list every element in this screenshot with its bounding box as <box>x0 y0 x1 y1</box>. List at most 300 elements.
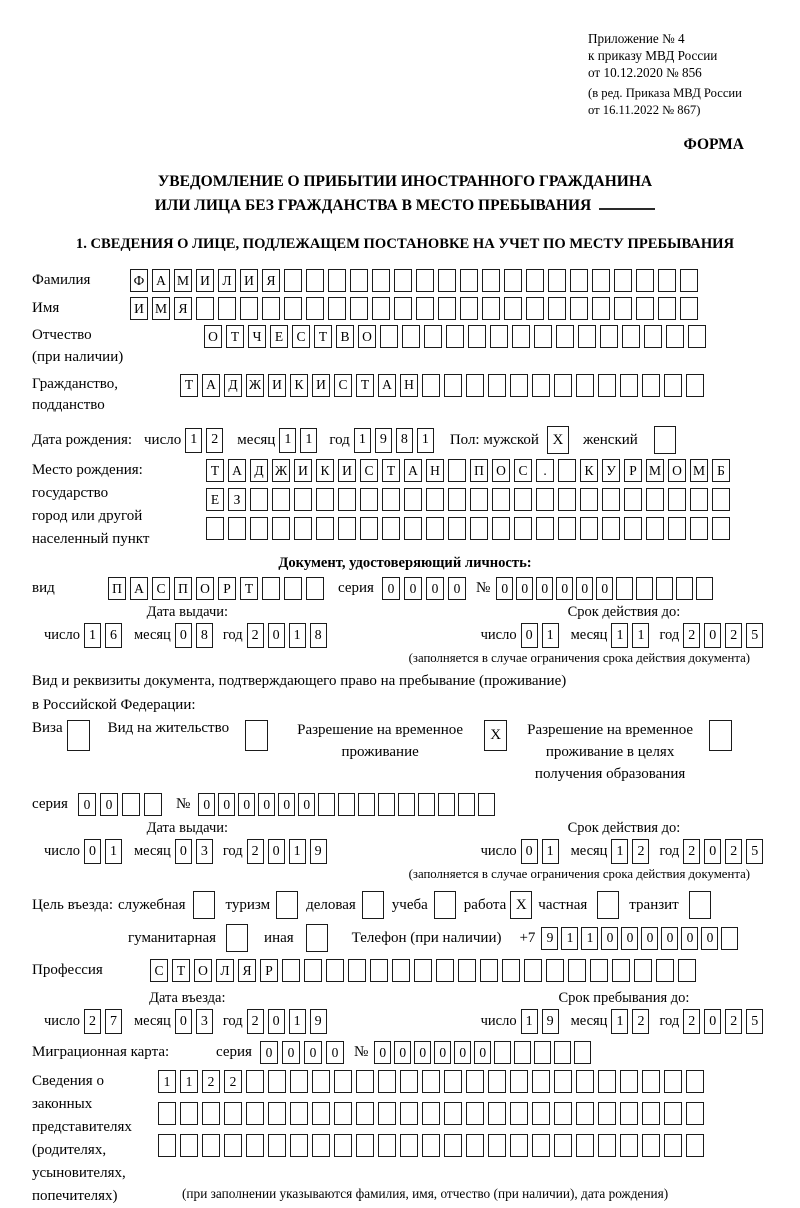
char-box[interactable]: 9 <box>310 1009 327 1034</box>
char-box[interactable]: 8 <box>310 623 327 648</box>
char-box[interactable] <box>378 1134 396 1157</box>
char-box[interactable]: М <box>174 269 192 292</box>
char-box[interactable] <box>646 517 664 540</box>
char-box[interactable]: 0 <box>218 793 235 816</box>
char-box[interactable] <box>556 325 574 348</box>
char-box[interactable]: 2 <box>683 1009 700 1034</box>
char-box[interactable]: 2 <box>206 428 223 453</box>
char-box[interactable]: 0 <box>268 839 285 864</box>
char-box[interactable] <box>334 1134 352 1157</box>
char-box[interactable] <box>290 1070 308 1093</box>
char-box[interactable]: 1 <box>185 428 202 453</box>
char-box[interactable] <box>668 488 686 511</box>
char-box[interactable] <box>514 1041 531 1064</box>
char-box[interactable]: 0 <box>426 577 444 600</box>
char-box[interactable]: 2 <box>683 623 700 648</box>
char-box[interactable]: К <box>290 374 308 397</box>
char-box[interactable] <box>444 1070 462 1093</box>
char-box[interactable] <box>284 577 302 600</box>
char-box[interactable]: 0 <box>374 1041 391 1064</box>
char-box[interactable] <box>598 1070 616 1093</box>
char-box[interactable]: 0 <box>704 623 721 648</box>
char-box[interactable] <box>316 488 334 511</box>
char-box[interactable] <box>680 297 698 320</box>
char-box[interactable] <box>490 325 508 348</box>
char-box[interactable] <box>224 1134 242 1157</box>
char-box[interactable]: 0 <box>556 577 573 600</box>
char-box[interactable]: И <box>294 459 312 482</box>
char-box[interactable] <box>554 1041 571 1064</box>
char-box[interactable]: 0 <box>100 793 118 816</box>
char-box[interactable] <box>372 297 390 320</box>
char-box[interactable] <box>262 577 280 600</box>
char-box[interactable] <box>404 517 422 540</box>
char-box[interactable]: А <box>378 374 396 397</box>
char-box[interactable] <box>656 959 674 982</box>
char-box[interactable] <box>468 325 486 348</box>
char-box[interactable]: 2 <box>632 1009 649 1034</box>
char-box[interactable] <box>240 297 258 320</box>
char-box[interactable] <box>686 374 704 397</box>
char-box[interactable] <box>536 488 554 511</box>
char-box[interactable] <box>642 1070 660 1093</box>
char-box[interactable]: О <box>194 959 212 982</box>
char-box[interactable] <box>534 1041 551 1064</box>
char-box[interactable]: 0 <box>78 793 96 816</box>
char-box[interactable] <box>312 1102 330 1125</box>
char-box[interactable] <box>294 488 312 511</box>
char-box[interactable] <box>424 325 442 348</box>
char-box[interactable]: Л <box>216 959 234 982</box>
char-box[interactable]: 1 <box>611 1009 628 1034</box>
char-box[interactable] <box>526 269 544 292</box>
char-box[interactable] <box>380 325 398 348</box>
other-checkbox[interactable] <box>306 924 328 952</box>
char-box[interactable]: 0 <box>298 793 315 816</box>
char-box[interactable] <box>686 1102 704 1125</box>
char-box[interactable]: П <box>108 577 126 600</box>
char-box[interactable] <box>686 1134 704 1157</box>
char-box[interactable] <box>666 325 684 348</box>
tourism-checkbox[interactable] <box>276 891 298 919</box>
char-box[interactable] <box>532 1134 550 1157</box>
char-box[interactable] <box>282 959 300 982</box>
char-box[interactable]: Т <box>314 325 332 348</box>
char-box[interactable] <box>372 269 390 292</box>
char-box[interactable] <box>448 488 466 511</box>
char-box[interactable] <box>620 1102 638 1125</box>
char-box[interactable]: Л <box>218 269 236 292</box>
char-box[interactable]: З <box>228 488 246 511</box>
char-box[interactable]: Р <box>624 459 642 482</box>
char-box[interactable] <box>642 374 660 397</box>
char-box[interactable] <box>202 1134 220 1157</box>
char-box[interactable] <box>570 269 588 292</box>
char-box[interactable] <box>460 269 478 292</box>
char-box[interactable]: 0 <box>304 1041 322 1064</box>
char-box[interactable] <box>228 517 246 540</box>
char-box[interactable] <box>558 517 576 540</box>
char-box[interactable] <box>580 517 598 540</box>
char-box[interactable] <box>284 269 302 292</box>
char-box[interactable] <box>448 517 466 540</box>
char-box[interactable]: Д <box>250 459 268 482</box>
char-box[interactable] <box>416 269 434 292</box>
char-box[interactable] <box>510 1134 528 1157</box>
char-box[interactable] <box>548 297 566 320</box>
char-box[interactable] <box>360 517 378 540</box>
char-box[interactable] <box>678 959 696 982</box>
char-box[interactable]: Н <box>426 459 444 482</box>
char-box[interactable]: Т <box>382 459 400 482</box>
male-checkbox[interactable]: X <box>547 426 569 454</box>
char-box[interactable] <box>312 1070 330 1093</box>
char-box[interactable]: 1 <box>84 623 101 648</box>
char-box[interactable] <box>400 1070 418 1093</box>
char-box[interactable]: С <box>152 577 170 600</box>
char-box[interactable]: 2 <box>247 839 264 864</box>
char-box[interactable]: И <box>240 269 258 292</box>
char-box[interactable]: 1 <box>611 839 628 864</box>
char-box[interactable] <box>600 325 618 348</box>
char-box[interactable] <box>558 459 576 482</box>
char-box[interactable] <box>576 1102 594 1125</box>
char-box[interactable]: . <box>536 459 554 482</box>
transit-checkbox[interactable] <box>689 891 711 919</box>
char-box[interactable] <box>334 1070 352 1093</box>
char-box[interactable]: 2 <box>683 839 700 864</box>
char-box[interactable] <box>426 488 444 511</box>
char-box[interactable] <box>350 297 368 320</box>
char-box[interactable] <box>524 959 542 982</box>
char-box[interactable] <box>656 577 673 600</box>
female-checkbox[interactable] <box>654 426 676 454</box>
char-box[interactable]: 0 <box>268 1009 285 1034</box>
char-box[interactable] <box>378 793 395 816</box>
char-box[interactable]: 8 <box>196 623 213 648</box>
char-box[interactable] <box>416 297 434 320</box>
char-box[interactable] <box>592 297 610 320</box>
char-box[interactable] <box>438 793 455 816</box>
char-box[interactable] <box>290 1134 308 1157</box>
char-box[interactable] <box>614 269 632 292</box>
char-box[interactable] <box>664 1134 682 1157</box>
char-box[interactable] <box>634 959 652 982</box>
char-box[interactable] <box>536 517 554 540</box>
char-box[interactable] <box>614 297 632 320</box>
char-box[interactable] <box>378 1102 396 1125</box>
char-box[interactable]: И <box>268 374 286 397</box>
char-box[interactable] <box>404 488 422 511</box>
char-box[interactable]: 1 <box>354 428 371 453</box>
char-box[interactable]: 0 <box>404 577 422 600</box>
char-box[interactable] <box>590 959 608 982</box>
char-box[interactable] <box>602 488 620 511</box>
char-box[interactable] <box>510 1102 528 1125</box>
char-box[interactable] <box>392 959 410 982</box>
blank-line[interactable] <box>599 196 655 210</box>
char-box[interactable] <box>426 517 444 540</box>
char-box[interactable] <box>478 793 495 816</box>
char-box[interactable] <box>306 577 324 600</box>
char-box[interactable] <box>436 959 454 982</box>
char-box[interactable] <box>444 1102 462 1125</box>
char-box[interactable]: 1 <box>158 1070 176 1093</box>
char-box[interactable] <box>466 1070 484 1093</box>
char-box[interactable]: 2 <box>224 1070 242 1093</box>
char-box[interactable] <box>580 488 598 511</box>
char-box[interactable] <box>196 297 214 320</box>
char-box[interactable]: 0 <box>521 623 538 648</box>
char-box[interactable]: С <box>334 374 352 397</box>
char-box[interactable] <box>574 1041 591 1064</box>
char-box[interactable]: 9 <box>542 1009 559 1034</box>
char-box[interactable] <box>398 793 415 816</box>
char-box[interactable]: Ч <box>248 325 266 348</box>
char-box[interactable]: И <box>130 297 148 320</box>
char-box[interactable]: 0 <box>601 927 618 950</box>
char-box[interactable] <box>444 1134 462 1157</box>
char-box[interactable]: 2 <box>725 1009 742 1034</box>
char-box[interactable]: 0 <box>268 623 285 648</box>
char-box[interactable] <box>470 517 488 540</box>
char-box[interactable] <box>294 517 312 540</box>
char-box[interactable] <box>512 325 530 348</box>
char-box[interactable]: О <box>358 325 376 348</box>
work-checkbox[interactable]: X <box>510 891 532 919</box>
char-box[interactable]: Ж <box>272 459 290 482</box>
char-box[interactable] <box>326 959 344 982</box>
char-box[interactable]: О <box>492 459 510 482</box>
char-box[interactable]: Е <box>206 488 224 511</box>
char-box[interactable] <box>268 1070 286 1093</box>
char-box[interactable]: 8 <box>396 428 413 453</box>
char-box[interactable]: Ф <box>130 269 148 292</box>
char-box[interactable]: Т <box>356 374 374 397</box>
char-box[interactable] <box>532 1102 550 1125</box>
official-checkbox[interactable] <box>193 891 215 919</box>
char-box[interactable] <box>636 297 654 320</box>
char-box[interactable] <box>284 297 302 320</box>
char-box[interactable] <box>668 517 686 540</box>
char-box[interactable] <box>356 1070 374 1093</box>
char-box[interactable]: 0 <box>454 1041 471 1064</box>
char-box[interactable]: 1 <box>561 927 578 950</box>
char-box[interactable]: М <box>646 459 664 482</box>
char-box[interactable]: П <box>174 577 192 600</box>
char-box[interactable] <box>418 793 435 816</box>
char-box[interactable]: О <box>204 325 222 348</box>
char-box[interactable] <box>664 374 682 397</box>
char-box[interactable] <box>180 1134 198 1157</box>
char-box[interactable] <box>488 1102 506 1125</box>
char-box[interactable]: 1 <box>289 623 306 648</box>
char-box[interactable] <box>514 517 532 540</box>
char-box[interactable] <box>422 1134 440 1157</box>
char-box[interactable] <box>548 269 566 292</box>
char-box[interactable]: 0 <box>621 927 638 950</box>
char-box[interactable] <box>268 1134 286 1157</box>
char-box[interactable] <box>624 488 642 511</box>
char-box[interactable] <box>676 577 693 600</box>
char-box[interactable]: 3 <box>196 1009 213 1034</box>
private-checkbox[interactable] <box>597 891 619 919</box>
char-box[interactable]: 0 <box>434 1041 451 1064</box>
char-box[interactable] <box>646 488 664 511</box>
char-box[interactable] <box>246 1102 264 1125</box>
char-box[interactable]: 0 <box>661 927 678 950</box>
char-box[interactable] <box>338 488 356 511</box>
char-box[interactable]: Р <box>260 959 278 982</box>
char-box[interactable]: 0 <box>681 927 698 950</box>
char-box[interactable]: И <box>338 459 356 482</box>
char-box[interactable]: 1 <box>542 839 559 864</box>
char-box[interactable]: 5 <box>746 839 763 864</box>
char-box[interactable] <box>272 517 290 540</box>
char-box[interactable]: Я <box>174 297 192 320</box>
char-box[interactable] <box>494 1041 511 1064</box>
char-box[interactable]: 9 <box>310 839 327 864</box>
char-box[interactable] <box>444 374 462 397</box>
char-box[interactable]: 1 <box>611 623 628 648</box>
char-box[interactable] <box>636 269 654 292</box>
char-box[interactable] <box>338 793 355 816</box>
char-box[interactable]: 0 <box>596 577 613 600</box>
char-box[interactable] <box>350 269 368 292</box>
char-box[interactable] <box>534 325 552 348</box>
char-box[interactable] <box>492 488 510 511</box>
char-box[interactable]: 0 <box>448 577 466 600</box>
char-box[interactable] <box>532 1070 550 1093</box>
char-box[interactable] <box>304 959 322 982</box>
char-box[interactable] <box>576 1134 594 1157</box>
char-box[interactable]: 0 <box>382 577 400 600</box>
char-box[interactable] <box>558 488 576 511</box>
char-box[interactable] <box>598 374 616 397</box>
char-box[interactable]: 1 <box>417 428 434 453</box>
char-box[interactable] <box>378 1070 396 1093</box>
char-box[interactable] <box>334 1102 352 1125</box>
char-box[interactable] <box>414 959 432 982</box>
char-box[interactable]: Б <box>712 459 730 482</box>
char-box[interactable] <box>268 1102 286 1125</box>
char-box[interactable] <box>318 793 335 816</box>
char-box[interactable] <box>696 577 713 600</box>
char-box[interactable]: 0 <box>198 793 215 816</box>
char-box[interactable]: К <box>316 459 334 482</box>
char-box[interactable] <box>338 517 356 540</box>
char-box[interactable] <box>400 1102 418 1125</box>
business-checkbox[interactable] <box>362 891 384 919</box>
char-box[interactable] <box>576 374 594 397</box>
char-box[interactable] <box>358 793 375 816</box>
char-box[interactable] <box>400 1134 418 1157</box>
char-box[interactable]: Т <box>180 374 198 397</box>
char-box[interactable]: 0 <box>704 1009 721 1034</box>
char-box[interactable]: 0 <box>536 577 553 600</box>
char-box[interactable] <box>328 269 346 292</box>
char-box[interactable]: С <box>360 459 378 482</box>
edu-permit-checkbox[interactable] <box>709 720 732 751</box>
char-box[interactable]: 0 <box>260 1041 278 1064</box>
char-box[interactable]: С <box>514 459 532 482</box>
char-box[interactable] <box>422 374 440 397</box>
char-box[interactable]: 0 <box>238 793 255 816</box>
char-box[interactable]: О <box>196 577 214 600</box>
char-box[interactable]: Т <box>226 325 244 348</box>
char-box[interactable] <box>642 1134 660 1157</box>
char-box[interactable] <box>712 517 730 540</box>
char-box[interactable]: 0 <box>175 839 192 864</box>
char-box[interactable]: 2 <box>247 623 264 648</box>
char-box[interactable] <box>620 1070 638 1093</box>
study-checkbox[interactable] <box>434 891 456 919</box>
char-box[interactable]: О <box>668 459 686 482</box>
char-box[interactable]: М <box>152 297 170 320</box>
char-box[interactable] <box>664 1070 682 1093</box>
char-box[interactable] <box>328 297 346 320</box>
char-box[interactable] <box>272 488 290 511</box>
char-box[interactable] <box>250 488 268 511</box>
char-box[interactable] <box>180 1102 198 1125</box>
char-box[interactable]: 0 <box>84 839 101 864</box>
char-box[interactable] <box>466 1134 484 1157</box>
char-box[interactable]: 1 <box>581 927 598 950</box>
char-box[interactable] <box>570 297 588 320</box>
visa-checkbox[interactable] <box>67 720 90 751</box>
char-box[interactable] <box>122 793 140 816</box>
char-box[interactable] <box>246 1134 264 1157</box>
char-box[interactable] <box>382 517 400 540</box>
char-box[interactable]: П <box>470 459 488 482</box>
char-box[interactable] <box>356 1134 374 1157</box>
char-box[interactable]: 1 <box>632 623 649 648</box>
char-box[interactable] <box>488 1070 506 1093</box>
char-box[interactable]: М <box>690 459 708 482</box>
char-box[interactable] <box>664 1102 682 1125</box>
char-box[interactable]: 5 <box>746 623 763 648</box>
char-box[interactable] <box>620 374 638 397</box>
char-box[interactable] <box>482 297 500 320</box>
char-box[interactable]: 5 <box>746 1009 763 1034</box>
humanitarian-checkbox[interactable] <box>226 924 248 952</box>
char-box[interactable] <box>482 269 500 292</box>
char-box[interactable]: 0 <box>704 839 721 864</box>
char-box[interactable] <box>598 1134 616 1157</box>
char-box[interactable] <box>438 297 456 320</box>
char-box[interactable] <box>592 269 610 292</box>
char-box[interactable] <box>554 1070 572 1093</box>
char-box[interactable]: 3 <box>196 839 213 864</box>
char-box[interactable] <box>488 374 506 397</box>
char-box[interactable]: 0 <box>278 793 295 816</box>
char-box[interactable] <box>514 488 532 511</box>
char-box[interactable] <box>578 325 596 348</box>
char-box[interactable] <box>554 1102 572 1125</box>
char-box[interactable] <box>546 959 564 982</box>
char-box[interactable] <box>504 297 522 320</box>
char-box[interactable]: Н <box>400 374 418 397</box>
char-box[interactable]: Т <box>240 577 258 600</box>
char-box[interactable] <box>224 1102 242 1125</box>
char-box[interactable] <box>690 517 708 540</box>
char-box[interactable] <box>306 297 324 320</box>
char-box[interactable]: Р <box>218 577 236 600</box>
char-box[interactable] <box>422 1070 440 1093</box>
char-box[interactable]: 9 <box>541 927 558 950</box>
char-box[interactable] <box>394 269 412 292</box>
char-box[interactable] <box>360 488 378 511</box>
